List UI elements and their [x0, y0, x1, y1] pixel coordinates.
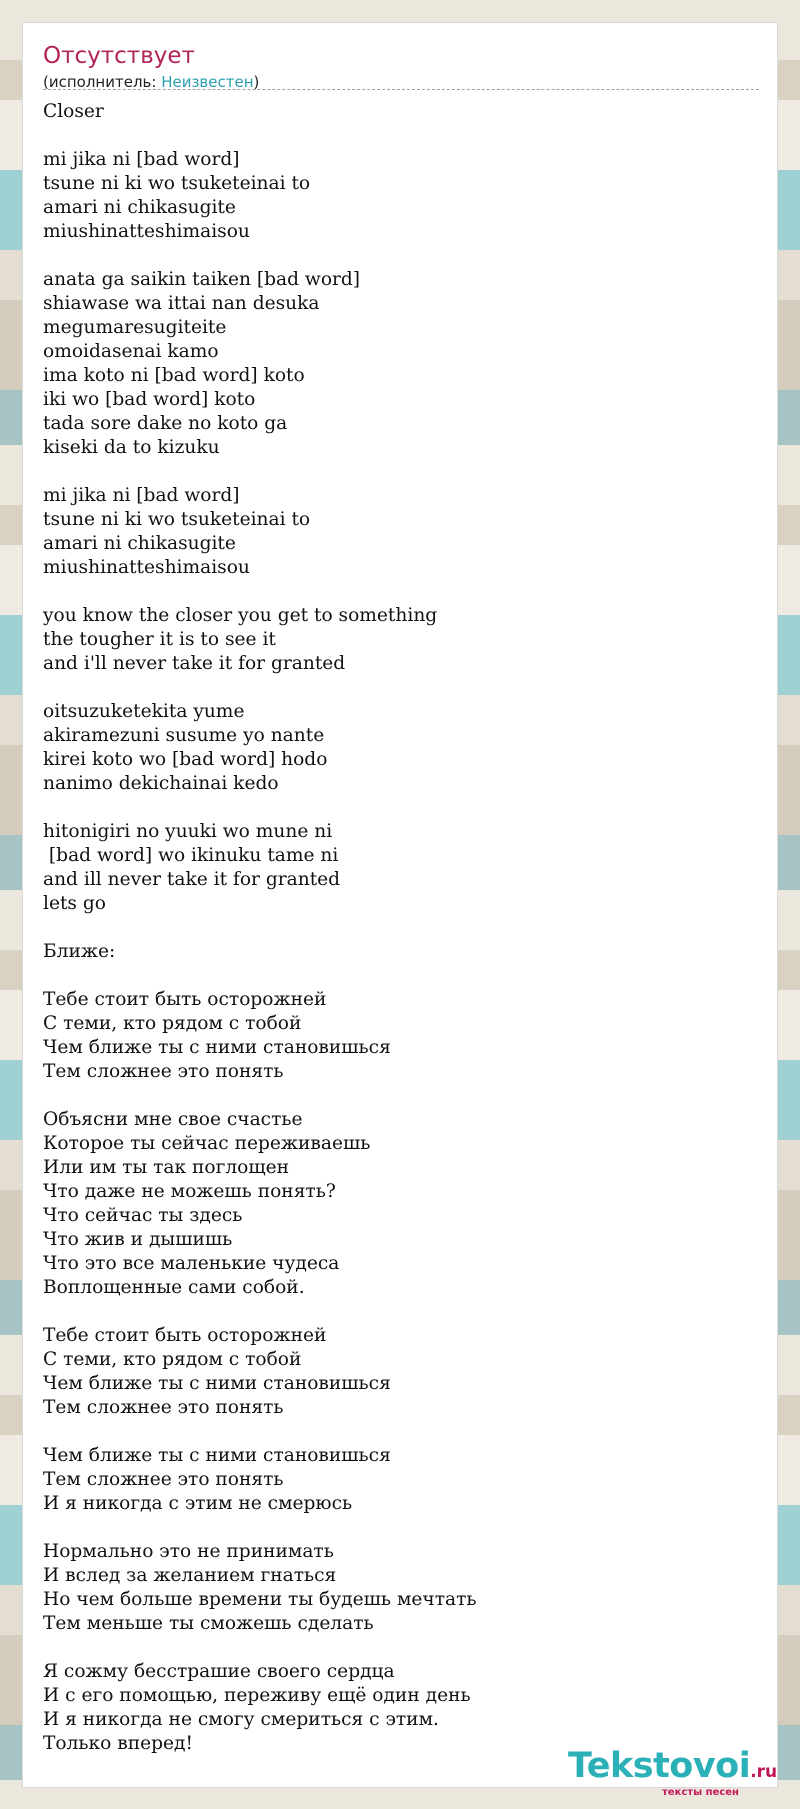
title-divider	[43, 89, 759, 90]
logo-tagline: тексты песен	[662, 1787, 739, 1798]
logo-main-text: Tekstovoi	[568, 1746, 751, 1786]
logo-tld: .ru	[750, 1762, 778, 1782]
performer-link[interactable]: Неизвестен	[161, 73, 254, 91]
song-title: Отсутствует	[43, 43, 195, 69]
site-logo[interactable]	[568, 1746, 778, 1798]
performer-suffix: )	[253, 73, 260, 91]
lyrics-text: Closer mi jika ni [bad word] tsune ni ki wo tsuketeinai to amari ni chikasugite miushinatteshimaisou anata ga saikin taiken [bad word] shiawase wa ittai nan desuka megumaresugiteite omoidasenai kamo ima koto ni [bad word] koto iki wo [bad word] koto tada sore dake no koto ga kiseki da to kizuku mi jika ni [bad word] tsune ni ki wo tsuketeinai to amari ni chikasugite miushinatteshimaisou you know the closer you get to something the tougher it is to see it and i'll never take it for granted oitsuzuketekita yume akiramezuni susume yo nante kirei koto wo [bad word] hodo nanimo dekichainai kedo hitonigiri no yuuki wo mune ni [bad word] wo ikinuku tame ni and ill never take it for granted lets go Ближе: Тебе стоит быть осторожней С теми, кто рядом с тобой Чем ближе ты с ними становишься Тем сложнее это понять Объясни мне свое счастье Которое ты сейчас переживаешь Или им ты так поглощен Что даже не можешь понять? Что сейчас ты здесь Что жив и дышишь Что это все маленькие чудеса Воплощенные сами собой. Тебе стоит быть осторожней С теми, кто рядом с тобой Чем ближе ты с ними становишься Тем сложнее это понять Чем ближе ты с ними становишься Тем сложнее это понять И я никогда с этим не смерюсь Нормально это не принимать И вслед за желанием гнаться Но чем больше времени ты будешь мечтать Тем меньше ты сможешь сделать Я сожму бесстрашие своего сердца И с его помощью, переживу ещё один день И я никогда не смогу смериться с этим. Только вперед!	[43, 101, 477, 1754]
performer-prefix: (исполнитель:	[43, 73, 162, 91]
lyrics-card	[22, 22, 778, 1798]
